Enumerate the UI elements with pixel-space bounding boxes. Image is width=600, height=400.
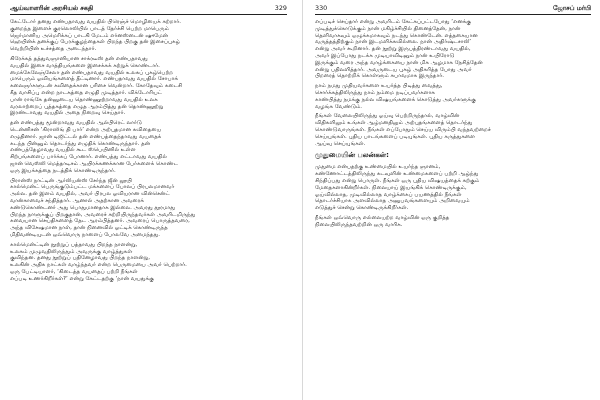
paragraph xyxy=(10,242,287,283)
text-line: எப்படிச் செய்தார் என்று அவரிடம் கேட்கப்பட்டபோது ‘எனக்கு xyxy=(315,19,472,25)
text-line: குறைந்த இளைச் குரலொலியில் பாடத் தேர்ச்சி பெற்ற மாபெரும் xyxy=(10,25,169,32)
paragraph xyxy=(10,120,287,174)
paragraph xyxy=(315,113,591,147)
paragraph xyxy=(315,164,591,212)
text-line: கேட்டோர் தனது எண்பதாவது வயதில் பிரெஞ்ச் மொழியைக் கற்றார். xyxy=(10,19,181,25)
right-running-header xyxy=(315,4,591,15)
text-line: கீத வாசிப்பு என்ற நாடகத்தை எழுதி முடித்தார். விக்டோரியட் xyxy=(10,89,163,96)
text-line: ஓய்வில்லாத, முடிவில்லாத வாழ்க்கைப் பயணத்தில் நீங்கள் xyxy=(315,191,462,198)
paragraph xyxy=(315,215,591,229)
text-line: மைக்கேலேஞ்சேலா தன் எண்பதாவது வயதில் உலகப் புகழ்பெற்ற xyxy=(10,69,173,76)
text-line: மேதைகளாகின்றீர்கள். நிலையாய் இயங்கிக் கொண்டிருக்கும், xyxy=(315,184,467,191)
text-line: கலைஞர்களுடன் கவிதைக்கான பரிசை வென்றார். கோதேவும் கடைசி xyxy=(10,83,183,90)
text-line: நீங்கள் வேலையிலிருந்து ஓய்வு பெற்றிருந்தால், வாழ்வின் xyxy=(315,113,460,120)
text-line: காண்பித்து நமக்கு நல்ல விஷயங்களைக் கொடுத்து அவர்களுக்கு xyxy=(315,96,476,103)
text-line: சிற்பங்களைப் பார்க்கப் போனார். எண்பத்து எட்டாவது வயதில் xyxy=(10,154,167,161)
text-line: ஜான் வெஸ்லி மெத்தாடிசம் ஆயிரக்கணக்கான பேர்களைக் கொண்ட xyxy=(10,160,179,167)
text-line: பிரான்ஸ் நாட்டின் ஆர்லியன்ஸ் சேர்ந்த ஜீன் லூயி xyxy=(10,177,132,184)
text-line: அந்த விசேஷமான நாள், தான் நினைவில் ஓட்டிக் கொண்டிருந்த xyxy=(10,225,168,232)
section-body xyxy=(315,164,591,228)
text-line: கால்மென்ட்டின் நூற்றுப் பத்தாவது பிறந்த நாளன்று, xyxy=(10,241,138,248)
text-line: இரண்டாவது வயதில் அதை நிறைவு செய்தார். xyxy=(10,110,126,117)
text-line: ஆய்வு செய்யுங்கள். xyxy=(315,140,366,147)
text-line: கால்மென்ட் பெருங்குடும்பட்ட மக்களைப் போலப் பிரபலமானவர் xyxy=(10,184,175,191)
text-line: சொர்க்கத்திலிருந்து நாம் நம்மை நடிப்பவர்களாக xyxy=(315,89,435,96)
text-line: கடந்த பின்னும் தொடர்ந்து எழுதிக் கொண்டிருந்தார். தன் xyxy=(10,140,151,147)
text-line: குவிந்தன. தனது நூற்றுப் பதினேழாவது பிறந்த நாளன்று, xyxy=(10,255,151,262)
paragraph xyxy=(10,56,287,117)
text-line: வான்காவைச் சந்தித்தார். ஆனால் அதற்கான அவரைக் xyxy=(10,197,144,204)
text-line: தெளிவாகவும் ஒழுக்கமாகவும் நடந்து கொண்டேன். எத்தகையான xyxy=(315,32,478,39)
text-line: என்று பதிலளித்தார். அவருடைய புகழ் அதிகரித்த போது அவர் xyxy=(315,66,472,73)
right-header-title: ஜோசப் மர்பி xyxy=(552,4,591,12)
text-line: தொடர்ச்சியாக அளவில்லாத அனுபவங்களையும் அறிவையும் xyxy=(315,198,470,205)
text-line: நிலையிலிருந்தவற்றின் ஒரு வாரிசு. xyxy=(315,221,403,228)
text-line: எழுதினார். ஜான் டிஜிட்டல் தன் எண்பத்தைந்தாவது வயதைக் xyxy=(10,133,162,140)
left-header-title: ஆய்வாளரின் அரசியல் சகதி xyxy=(10,4,94,12)
right-page-number: 330 xyxy=(315,4,328,12)
text-line: கிரேக்கத் தத்துவஞானியான சாக்ரடீஸ் தன் எண்பதாவது xyxy=(10,55,148,62)
text-line: இருக்கும் வரை அந்த வாழ்க்கையை நான் மிக ஆழமாக நேசித்தேன் xyxy=(315,59,483,66)
paragraph xyxy=(315,83,591,110)
text-line: வயதில் இசை வாத்தியங்களை இசைக்கக் கற்றுக் கொண்டார். xyxy=(10,62,160,69)
text-line: வருத்தத்திற்கும் நான் இடமளிக்கவில்லை. நான் அதிர்ஷ்டசாலி’ xyxy=(315,39,472,46)
text-line: ஒரு பேட்டியாளர், ‘கிடைத்த வயதைப் பற்றி நீங்கள் xyxy=(10,268,138,275)
text-line: எண்பத்தேழாவது வயதில் கூட ஸ்பெயினில் உள்ள xyxy=(10,147,136,154)
section-heading: முதுமையின் பலன்கள்: xyxy=(315,151,389,160)
text-line: உலகின் அதிக நாட்கள் வாழ்ந்தவர் என்ற பெருமையை அவர் பெற்றார். xyxy=(10,262,187,269)
text-line: ஜெர்மானிய அமெரிக்கப் பாடகி மேடம் எர்னஸ்டைன் ஷுமேன் xyxy=(10,32,168,39)
text-line: என்று அவர் கூறினார். தன் நூற்று இருபத்திரண்டாவது வயதில், xyxy=(315,46,471,53)
text-line: முடித்துக்கொடுக்கும் நான் மகிழ்ச்சியில் தினைத்தேன், நான் xyxy=(315,25,461,32)
text-line: மிதிவண்டியுடன் ஒவ்வொரு நாளைப் போலவே அமைந்தது. xyxy=(10,231,161,238)
text-line: முதுமை என்பதற்கு உண்மையில் உயர்ந்த ஞானம், xyxy=(315,164,441,171)
text-line: கொண்டுவாருங்கள். நீங்கள் எப்போதும் செய்ய விரும்பி வந்தவற்றைச் xyxy=(315,126,491,133)
text-line: எப்படி உணர்கிறீர்கள்?’ என்று கேட்டதற்கு ‘நான் வயதுக்கு xyxy=(10,275,154,282)
right-page xyxy=(302,0,597,400)
text-line: கண்டுகொண்டனர் அது பொதுமானதாக இல்லை. அவரது தூரமாது xyxy=(10,204,176,211)
text-line: ஒரு இயக்கத்தை நடத்திக் கொண்டிருந்தார். xyxy=(10,167,116,174)
text-line: டென்னிசன் ‘கிராஸிங் தி பார்’ என்ற அற்புதமான கவிதையை xyxy=(10,126,162,133)
left-running-header xyxy=(10,4,287,15)
text-line: உலகம் முழுவதிலிருந்தும் அவருக்கு வாழ்த்துகள் xyxy=(10,248,133,255)
text-line: சுவையான செய்திகளைத் தேட ஆரம்பித்தனர். அவரைப் பொருத்தவரை, xyxy=(10,218,190,225)
text-line: செய்யுங்கள். புதிய பாடங்களைப் படியுங்கள். புதிய கருத்துகளை xyxy=(315,133,476,140)
text-line: நீங்கள் ஒவ்வொரு எல்லையற்ற வாழ்வின் ஒரு குறித்த xyxy=(315,214,450,221)
text-line: தன் எண்பத்து மூன்றாவது வயதில் ஆல்பிரெட் லார்டு xyxy=(10,120,142,127)
text-line: விதிகளிலும் உங்கள் ஆழ்மனதிலும் அற்புதங்களைத் தொடர்ந்து xyxy=(315,120,473,127)
text-line: பிறந்த நாளுக்குப் பிறகுதான், அவரைச் சுற்றியிருந்தவர்கள் அவரிடமிருந்து xyxy=(10,211,196,218)
paragraph xyxy=(10,19,287,53)
left-page-number: 329 xyxy=(274,4,287,12)
text-line: கண்ணோட்டத்திலிருந்து கடவுளின் உண்மைகளைப் பற்றி ஆழ்ந்து xyxy=(315,171,479,178)
text-line: அவர் இப்போது நடக்க முடியாவிடினும் நான் உயிரோடு xyxy=(315,52,455,59)
text-line: எடுத்துச் சென்று கொண்டிருக்கிறீர்கள். xyxy=(315,205,409,212)
text-line: மாபெரும் ஓவியங்களைத் தீட்டினார். எண்பதாவது வயதில் சோபாக் xyxy=(10,76,179,83)
text-line: வெற்றியின் உச்சத்தை அடைந்தார். xyxy=(10,46,97,53)
left-page-body xyxy=(10,19,287,282)
left-page xyxy=(0,0,295,400)
text-line: ஹெயின்க் தனக்குப் பேரக்குழந்தைகள் பிறந்த பிறகு தன் இசைப்புகழ் xyxy=(10,39,180,46)
text-line: நாம் நமது முதியவர்களை உயர்த்த பிடித்து வைத்து, xyxy=(315,83,443,90)
text-line: சிந்திப்பது என்று பொருள். நீங்கள் ஒரு புதிய விஷயத்தைக் கற்கும் xyxy=(315,177,480,184)
text-line: அல்ல. தன் இளம் வயதில், அவர் பிரபல ஓவியரான வின்சென்ட் xyxy=(10,191,170,198)
paragraph xyxy=(315,19,591,80)
text-line: வரலாற்றைப் புத்தகத்தை எழுத ஆரம்பித்து தன் தொண்ணூற்று xyxy=(10,103,164,110)
text-line: பிறரைத் தொற்றிக் கொள்ளும் சுபாவமாக இருந்தார். xyxy=(315,73,444,80)
text-line: வழங்க வேண்டும். xyxy=(315,103,363,110)
paragraph xyxy=(10,178,287,239)
right-page-body xyxy=(315,19,591,147)
text-line: பான் ராங்கே தன்னுடைய தொண்ணூற்றாவது வயதில் உலக xyxy=(10,96,158,103)
